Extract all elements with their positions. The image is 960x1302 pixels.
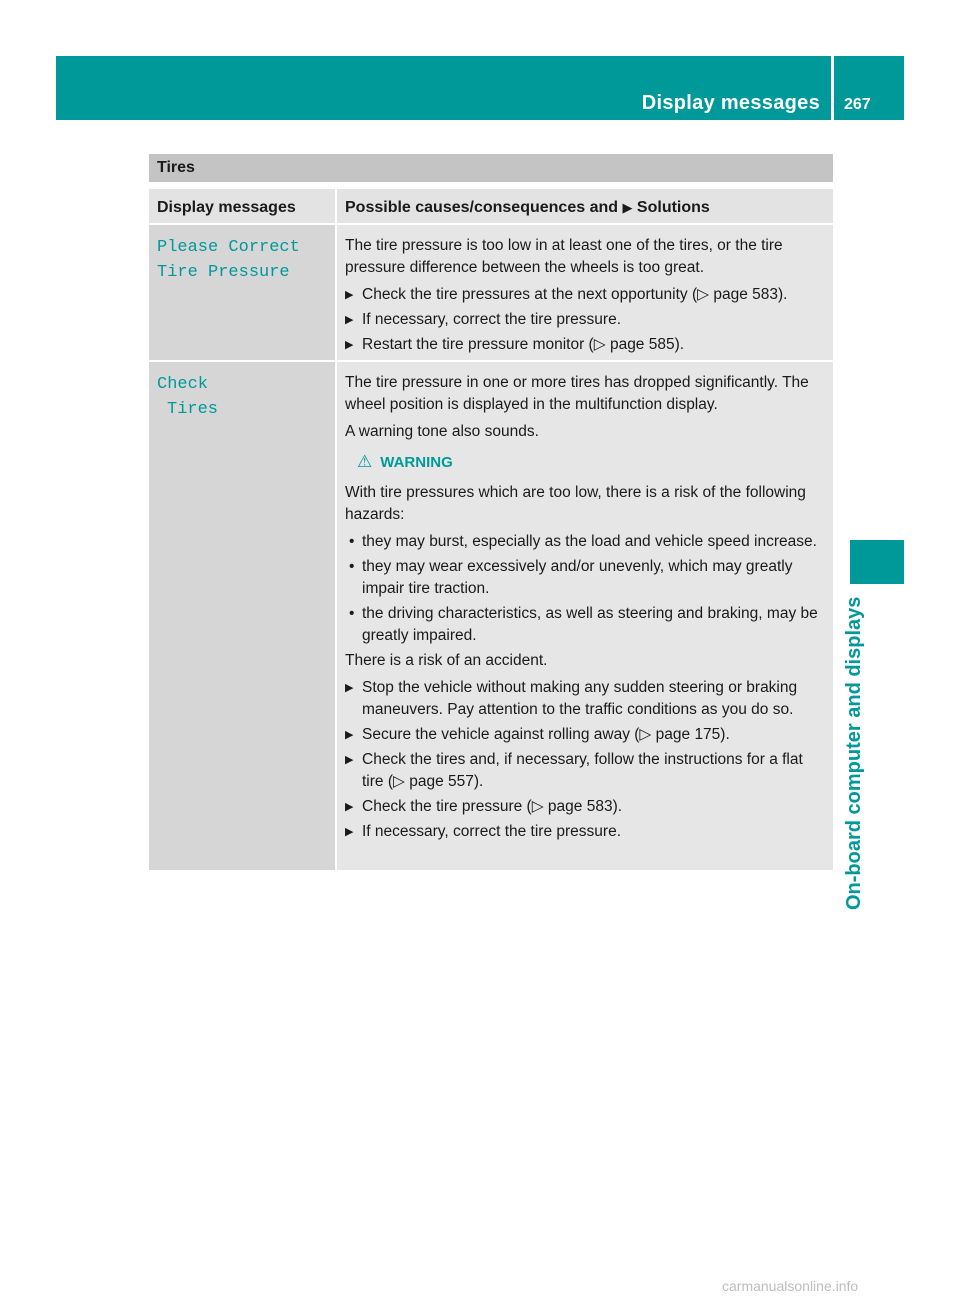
warning-label: WARNING xyxy=(380,454,453,471)
display-message-cell xyxy=(149,362,335,870)
bullet-icon: • xyxy=(349,605,355,622)
table-row xyxy=(149,360,833,870)
watermark: carmanualsonline.info xyxy=(722,1278,859,1294)
step-text: If necessary, correct the tire pressure. xyxy=(362,311,622,328)
causes-solutions-cell xyxy=(337,225,833,360)
solution-step xyxy=(345,724,827,746)
step-text: Stop the vehicle without making any sudden steering or braking maneuvers. Pay attention to the traffic conditions as you do so. xyxy=(362,679,798,718)
display-message-line: Tires xyxy=(167,400,219,419)
cause-text: The tire pressure in one or more tires has dropped significantly. The wheel position is displayed in the multifunction display. xyxy=(345,374,809,413)
header-divider xyxy=(831,56,834,120)
step-text: Check the tire pressure (▷ page 583). xyxy=(362,798,623,815)
bullet-icon: • xyxy=(349,533,355,550)
col-header-causes-solutions xyxy=(337,189,833,223)
display-message-cell xyxy=(149,225,335,360)
display-message-line: Please Correct xyxy=(157,238,300,257)
solution-step xyxy=(345,334,827,356)
solution-step xyxy=(345,821,827,843)
warning-heading xyxy=(345,451,827,474)
col-header-solutions: Solutions xyxy=(636,199,710,216)
solution-step xyxy=(345,749,827,793)
solution-step xyxy=(345,284,827,306)
causes-solutions-cell xyxy=(337,362,833,870)
table-header-row xyxy=(149,189,833,223)
hazard-item xyxy=(345,531,827,553)
hazard-item xyxy=(345,556,827,600)
step-text: Restart the tire pressure monitor (▷ page 585). xyxy=(362,336,685,353)
solution-step xyxy=(345,796,827,818)
page-header xyxy=(56,56,904,120)
section-title: Tires xyxy=(157,159,195,176)
hazard-text: they may wear excessively and/or unevenly, which may greatly impair tire traction. xyxy=(362,558,793,597)
play-arrow-icon: ▶ xyxy=(622,200,633,215)
table-row xyxy=(149,223,833,360)
page-number: 267 xyxy=(844,96,871,113)
step-arrow-icon: ▶ xyxy=(345,801,354,813)
step-arrow-icon: ▶ xyxy=(345,682,354,694)
hazard-text: they may burst, especially as the load and vehicle speed increase. xyxy=(362,533,817,550)
cause-text: The tire pressure is too low in at least one of the tires, or the tire pressure difference between the wheels is too great. xyxy=(345,237,783,276)
step-arrow-icon: ▶ xyxy=(345,729,354,741)
side-tab-label: On-board computer and displays xyxy=(843,596,865,910)
step-text: Secure the vehicle against rolling away (▷ page 175). xyxy=(362,726,730,743)
display-message-line: Check xyxy=(157,375,209,394)
step-text: Check the tires and, if necessary, follow the instructions for a flat tire (▷ page 557). xyxy=(362,751,803,790)
bullet-icon: • xyxy=(349,558,355,575)
solution-step xyxy=(345,309,827,331)
step-arrow-icon: ▶ xyxy=(345,826,354,838)
solution-step xyxy=(345,677,827,721)
cause-text: A warning tone also sounds. xyxy=(345,423,539,440)
step-text: If necessary, correct the tire pressure. xyxy=(362,823,622,840)
col-header-display-messages: Display messages xyxy=(149,189,335,223)
section-title-bar xyxy=(149,154,833,182)
hazard-text: the driving characteristics, as well as steering and braking, may be greatly impaired. xyxy=(362,605,818,644)
step-arrow-icon: ▶ xyxy=(345,289,354,301)
side-tab xyxy=(843,530,883,910)
step-arrow-icon: ▶ xyxy=(345,314,354,326)
step-arrow-icon: ▶ xyxy=(345,754,354,766)
step-text: Check the tire pressures at the next opportunity (▷ page 583). xyxy=(362,286,788,303)
warning-triangle-icon: ⚠ xyxy=(357,452,373,471)
step-arrow-icon: ▶ xyxy=(345,339,354,351)
warning-intro: With tire pressures which are too low, there is a risk of the following hazards: xyxy=(345,484,806,523)
hazard-item xyxy=(345,603,827,647)
display-messages-table xyxy=(149,189,833,870)
risk-text: There is a risk of an accident. xyxy=(345,652,548,669)
side-tab-block xyxy=(850,540,904,584)
header-title: Display messages xyxy=(641,92,820,114)
display-message-line: Tire Pressure xyxy=(157,263,290,282)
col-header-causes: Possible causes/consequences and xyxy=(345,199,619,216)
